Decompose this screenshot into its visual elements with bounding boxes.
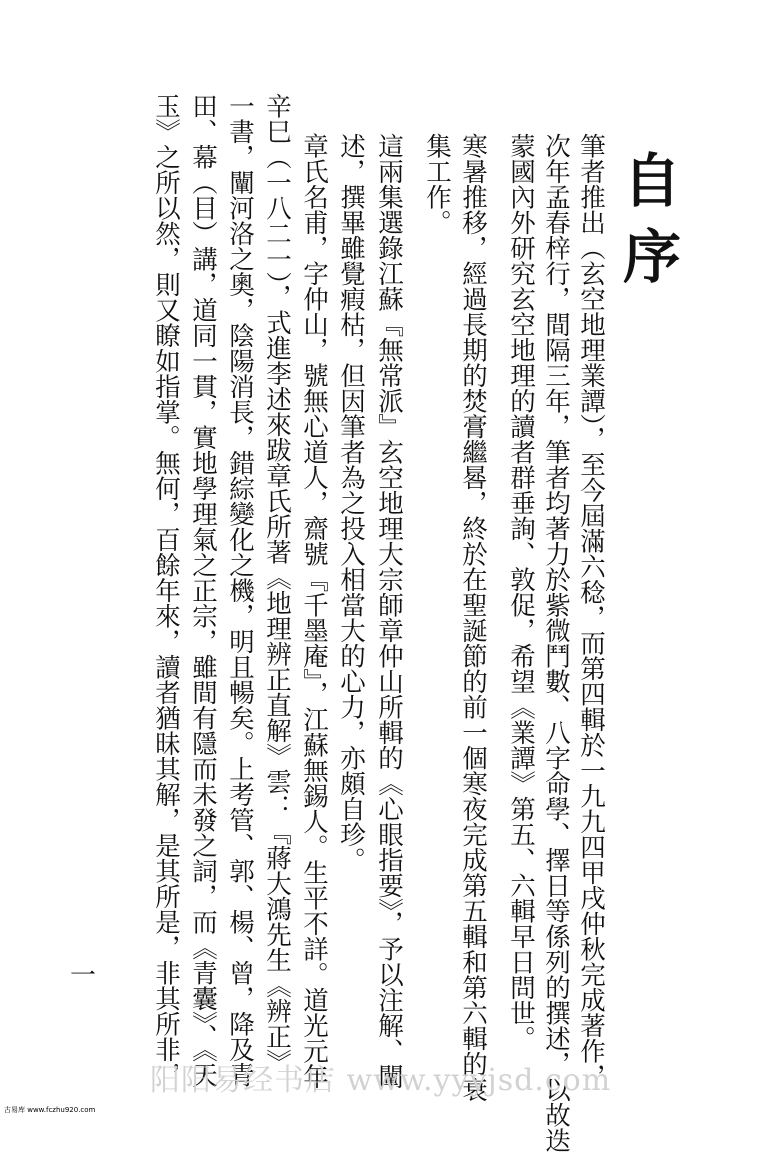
text-column-3: 蒙國內外研究玄空地理的讀者群垂詢、敦促，希望《業譚》第五、六輯早日問世。 bbox=[506, 133, 536, 1051]
page-title: 自序 bbox=[613, 150, 681, 302]
watermark: 阳阳易经书店 www.yyyjsd.com bbox=[150, 1063, 612, 1098]
text-column-11: 田、幕（目）講，道同一貫，實地學理氣之正宗，雖間有隱而未發之詞，而《青囊》、《天 bbox=[188, 93, 218, 1088]
text-column-2: 次年孟春梓行，間隔三年，筆者均著力於紫微鬥數、八字命學、擇日等係列的撰述，以故迭 bbox=[541, 133, 571, 1153]
text-column-9: 辛巳（一八二一），式進李述來跋章氏所著《地理辨正直解》雲：『蔣大鴻先生《辨正》 bbox=[262, 93, 292, 1075]
text-column-4: 寒暑推移，經過長期的焚膏繼晷，終於在聖誕節的前一個寒夜完成第五輯和第六輯的衰 bbox=[458, 133, 488, 1102]
corner-note: 古易库 www.fczhu920.com bbox=[4, 1106, 96, 1114]
text-column-6: 這兩集選錄江蘇『無常派』玄空地理大宗師章仲山所輯的《心眼指要》，予以注解、闡 bbox=[374, 133, 404, 1090]
text-column-7: 述，撰畢雖覺瘕枯，但因筆者為之投入相當大的心力，亦頗自珍。 bbox=[336, 133, 366, 873]
text-column-12: 玉》之所以然，則又瞭如指掌。無何，百餘年來，讀者猶昧其解，是其所是，非其所非， bbox=[151, 93, 181, 1088]
text-column-10: 一書，闡河洛之奧，陰陽消長，錯綜變化之機，明且暢矣。上考管、郭、楊、曾，降及青 bbox=[225, 93, 255, 1088]
text-column-5: 集工作。 bbox=[422, 133, 452, 235]
text-column-8: 章氏名甫，字仲山，號無心道人，齋號『千墨庵』，江蘇無錫人。生平不詳。道光元年 bbox=[299, 133, 329, 1090]
text-column-1: 筆者推出（玄空地理業譚），至今屆滿六稔，而第四輯於一九九四甲戌仲秋完成著作， bbox=[576, 133, 606, 1090]
page-number: 一 bbox=[70, 961, 97, 991]
